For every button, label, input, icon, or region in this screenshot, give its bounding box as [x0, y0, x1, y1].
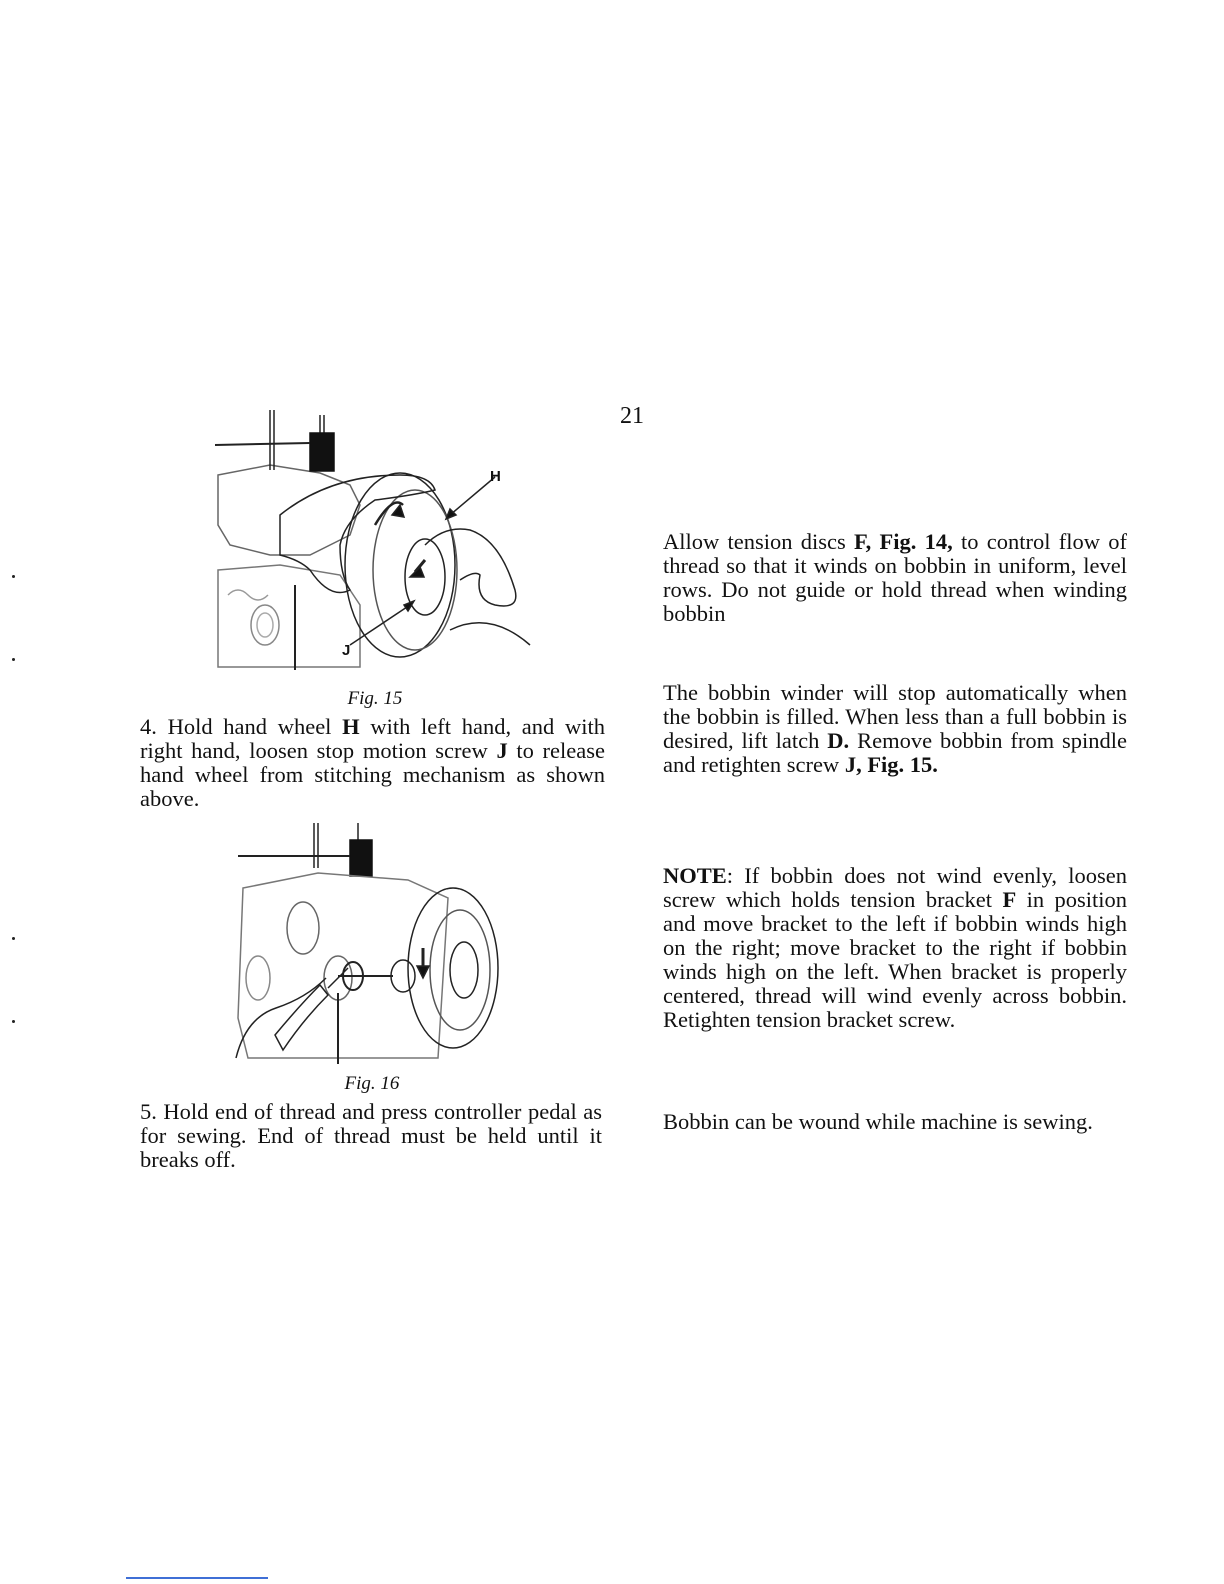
note-paragraph: NOTE: If bobbin does not wind evenly, loosen screw which holds tension bracket F in position and move bracket to the left if bobbin winds high on the right; move bracket to the right if bobbin winds high on the left. When bracket is properly centered, thread will wind evenly across bobbin. Retighten tension bracket screw. [663, 863, 1128, 1032]
figure-16-illustration [228, 818, 508, 1070]
label-h: H [490, 468, 501, 485]
scan-speck [12, 937, 15, 940]
scan-speck [12, 1020, 15, 1023]
sewing-while-winding-paragraph: Bobbin can be wound while machine is sewing. [663, 1109, 1093, 1134]
scan-speck [12, 658, 15, 661]
label-j: J [342, 642, 351, 659]
scan-speck [12, 575, 15, 578]
note-label: NOTE [663, 863, 727, 888]
step-4-text: 4. Hold hand wheel H with left hand, and with right hand, loosen stop motion screw J to release hand wheel from stitching mechanism as shown above. [140, 714, 605, 811]
scan-edge-line [126, 1577, 268, 1579]
page-number: 21 [620, 403, 644, 429]
fig-16-caption: Fig. 16 [344, 1073, 400, 1094]
step-5-text: 5. Hold end of thread and press controller pedal as for sewing. End of thread must be held until it breaks off. [140, 1099, 602, 1172]
bobbin-winder-paragraph: The bobbin winder will stop automatically when the bobbin is filled. When less than a full bobbin is desired, lift latch D. Remove bobbin from spindle and retighten screw J, Fig. 15. [663, 680, 1128, 777]
fig-15-caption: Fig. 15 [347, 688, 403, 709]
tension-discs-paragraph: Allow tension discs F, Fig. 14, to control flow of thread so that it winds on bobbin in uniform, level rows. Do not guide or hold thread when winding bobbin [663, 529, 1128, 626]
figure-15-illustration [210, 405, 540, 675]
